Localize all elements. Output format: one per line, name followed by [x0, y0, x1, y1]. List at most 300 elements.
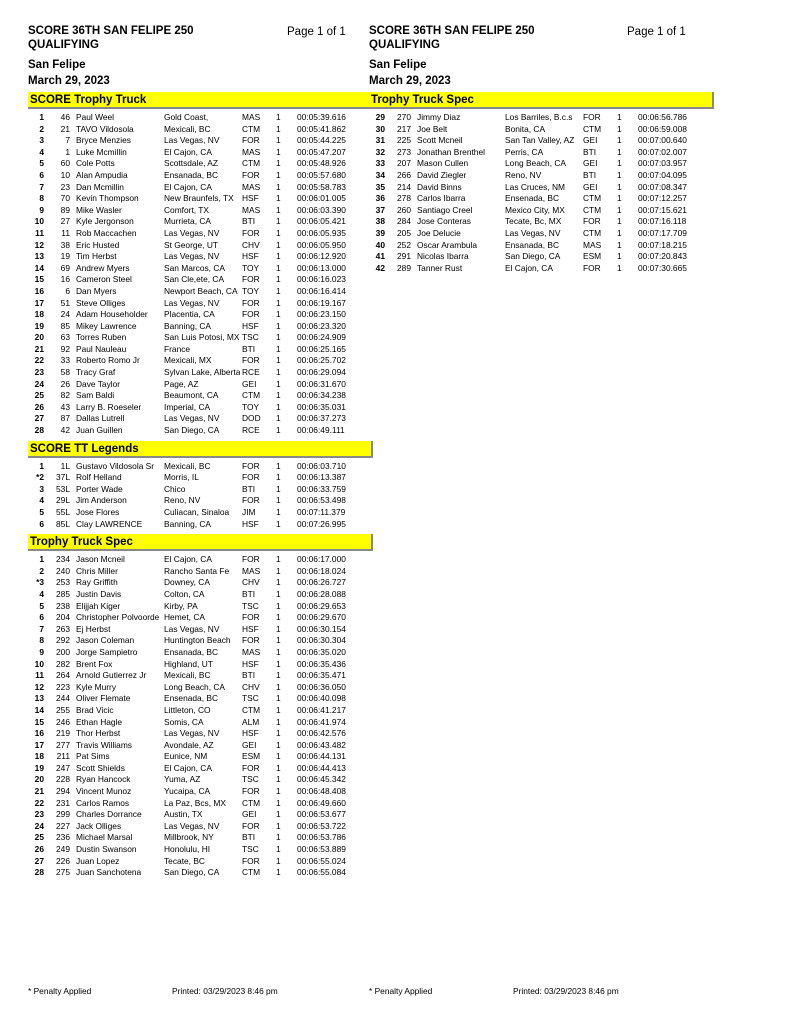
hometown: Yuma, AZ [164, 774, 201, 785]
hometown: Mexicali, BC [164, 670, 211, 681]
hometown: Las Vegas, NV [164, 820, 220, 831]
driver-name: Scott Mcneil [417, 135, 463, 146]
table-row [369, 124, 714, 136]
results-table [369, 112, 714, 274]
table-row [369, 193, 714, 205]
qualifying-time: 00:07:15.621 [638, 204, 687, 215]
table-row [28, 554, 373, 566]
driver-name: Scott Shields [76, 762, 125, 773]
class-code: TSC [242, 774, 259, 785]
driver-name: Juan Guillen [76, 425, 123, 436]
qualifying-time: 00:06:49.660 [297, 797, 346, 808]
table-row [369, 112, 714, 124]
qualifying-time: 00:06:24.909 [297, 332, 346, 343]
hometown: Rancho Santa Fe [164, 565, 230, 576]
driver-name: Dallas Lutrell [76, 413, 125, 424]
laps: 1 [276, 588, 281, 599]
hometown: Honolulu, HI [164, 844, 211, 855]
table-row [28, 647, 373, 659]
laps: 1 [276, 123, 281, 134]
car-number: 284 [397, 216, 411, 227]
qualifying-time: 00:06:05.421 [297, 216, 346, 227]
driver-name: Larry B. Roeseler [76, 401, 142, 412]
driver-name: Kyle Jergonson [76, 216, 134, 227]
qualifying-time: 00:06:13.387 [297, 472, 346, 483]
laps: 1 [276, 146, 281, 157]
hometown: San Luis Potosi, MX [164, 332, 240, 343]
driver-name: Santiago Creel [417, 204, 473, 215]
laps: 1 [276, 227, 281, 238]
class-code: FOR [583, 216, 601, 227]
hometown: Chico [164, 483, 186, 494]
class-code: CHV [242, 681, 260, 692]
qualifying-time: 00:06:28.088 [297, 588, 346, 599]
driver-name: Oliver Flemate [76, 693, 131, 704]
hometown: Yucaipa, CA [164, 786, 211, 797]
driver-name: Ray Griffith [76, 577, 118, 588]
driver-name: Nicolas Ibarra [417, 251, 469, 262]
table-row [28, 751, 373, 763]
results-section [28, 441, 373, 531]
hometown: Placentia, CA [164, 309, 215, 320]
car-number: 60 [60, 158, 70, 169]
car-number: 227 [56, 820, 70, 831]
class-code: CTM [242, 158, 261, 169]
class-code: BTI [583, 169, 597, 180]
class-code: BTI [242, 670, 256, 681]
car-number: 266 [397, 169, 411, 180]
car-number: 205 [397, 227, 411, 238]
left-column [28, 24, 373, 879]
hometown: San Diego, CA [164, 425, 220, 436]
driver-name: Jason Coleman [76, 635, 135, 646]
table-row [28, 135, 373, 147]
position: 19 [34, 320, 44, 331]
table-row [28, 390, 373, 402]
position: 6 [39, 169, 44, 180]
table-row [28, 867, 373, 879]
car-number: 273 [397, 146, 411, 157]
qualifying-time: 00:06:13.000 [297, 262, 346, 273]
car-number: 43 [60, 401, 70, 412]
qualifying-time: 00:07:04.095 [638, 169, 687, 180]
hometown: Highland, UT [164, 658, 213, 669]
laps: 1 [276, 309, 281, 320]
laps: 1 [276, 297, 281, 308]
printed-timestamp: Printed: 03/29/2023 8:46 pm [172, 986, 278, 996]
table-row [369, 147, 714, 159]
class-code: FOR [242, 762, 260, 773]
driver-name: Carlos Ibarra [417, 193, 466, 204]
position: 1 [39, 460, 44, 471]
page-number: Page 1 of 1 [287, 26, 346, 38]
laps: 1 [276, 867, 281, 878]
hometown: St George, UT [164, 239, 218, 250]
position: 23 [34, 367, 44, 378]
session-title: QUALIFYING [28, 39, 99, 51]
hometown: France [164, 343, 191, 354]
qualifying-time: 00:06:55.024 [297, 855, 346, 866]
table-row [28, 763, 373, 775]
position: 4 [39, 588, 44, 599]
car-number: 292 [56, 635, 70, 646]
driver-name: Dan Myers [76, 285, 117, 296]
qualifying-time: 00:07:02.007 [638, 146, 687, 157]
qualifying-time: 00:06:53.889 [297, 844, 346, 855]
driver-name: Brent Fox [76, 658, 113, 669]
table-row [28, 332, 373, 344]
qualifying-time: 00:06:53.722 [297, 820, 346, 831]
car-number: 46 [60, 112, 70, 122]
class-code: GEI [583, 158, 598, 169]
driver-name: Jimmy Diaz [417, 112, 461, 122]
position: 8 [39, 635, 44, 646]
qualifying-time: 00:06:35.436 [297, 658, 346, 669]
qualifying-time: 00:06:45.342 [297, 774, 346, 785]
driver-name: Chris Miller [76, 565, 118, 576]
class-code: TSC [242, 693, 259, 704]
hometown: San Diego, CA [164, 867, 220, 878]
position: 38 [375, 216, 385, 227]
class-code: HSF [242, 728, 259, 739]
qualifying-time: 00:06:05.950 [297, 239, 346, 250]
position: 5 [39, 158, 44, 169]
car-number: 253 [56, 577, 70, 588]
driver-name: Christopher Polvoorde [76, 612, 160, 623]
hometown: Ensanada, BC [505, 239, 560, 250]
hometown: Downey, CA [164, 577, 210, 588]
table-row [28, 717, 373, 729]
hometown: Las Vegas, NV [505, 227, 561, 238]
laps: 1 [617, 158, 622, 169]
class-code: CTM [583, 227, 602, 238]
position: 12 [34, 681, 44, 692]
car-number: 204 [56, 612, 70, 623]
position: 3 [39, 135, 44, 146]
laps: 1 [617, 216, 622, 227]
car-number: 264 [56, 670, 70, 681]
qualifying-time: 00:06:26.727 [297, 577, 346, 588]
position: 4 [39, 146, 44, 157]
driver-name: Jonathan Brenthel [417, 146, 485, 157]
position: 7 [39, 623, 44, 634]
laps: 1 [276, 832, 281, 843]
class-code: ESM [583, 251, 602, 262]
table-row [28, 601, 373, 613]
table-row [28, 705, 373, 717]
laps: 1 [276, 251, 281, 262]
laps: 1 [276, 762, 281, 773]
driver-name: Dan Mcmillin [76, 181, 124, 192]
position: 7 [39, 181, 44, 192]
position: 34 [375, 169, 385, 180]
laps: 1 [276, 646, 281, 657]
driver-name: Paul Nauleau [76, 343, 127, 354]
laps: 1 [276, 460, 281, 471]
hometown: New Braunfels, TX [164, 193, 234, 204]
position: 18 [34, 751, 44, 762]
car-number: 7 [65, 135, 70, 146]
driver-name: Porter Wade [76, 483, 123, 494]
laps: 1 [276, 216, 281, 227]
table-row [28, 566, 373, 578]
table-row [28, 832, 373, 844]
qualifying-time: 00:06:40.098 [297, 693, 346, 704]
position: 2 [39, 123, 44, 134]
driver-name: Adam Householder [76, 309, 148, 320]
class-code: FOR [242, 460, 260, 471]
hometown: Reno, NV [164, 495, 201, 506]
laps: 1 [617, 112, 622, 122]
position: 37 [375, 204, 385, 215]
car-number: 285 [56, 588, 70, 599]
table-row [369, 135, 714, 147]
qualifying-time: 00:06:25.702 [297, 355, 346, 366]
table-row [28, 124, 373, 136]
laps: 1 [276, 378, 281, 389]
hometown: El Cajon, CA [505, 262, 553, 273]
class-code: MAS [242, 646, 261, 657]
table-row [28, 495, 373, 507]
qualifying-time: 00:07:26.995 [297, 518, 346, 529]
laps: 1 [617, 227, 622, 238]
qualifying-time: 00:07:16.118 [638, 216, 687, 227]
laps: 1 [276, 262, 281, 273]
qualifying-time: 00:07:12.257 [638, 193, 687, 204]
class-code: FOR [242, 355, 260, 366]
qualifying-time: 00:06:31.670 [297, 378, 346, 389]
driver-name: Ryan Hancock [76, 774, 131, 785]
hometown: Reno, NV [505, 169, 542, 180]
laps: 1 [617, 169, 622, 180]
hometown: Kirby, PA [164, 600, 198, 611]
hometown: Ensenada, BC [505, 193, 560, 204]
qualifying-time: 00:05:39.616 [297, 112, 346, 122]
laps: 1 [276, 612, 281, 623]
qualifying-time: 00:06:43.482 [297, 739, 346, 750]
car-number: 260 [397, 204, 411, 215]
class-code: ALM [242, 716, 260, 727]
position: 12 [34, 239, 44, 250]
laps: 1 [276, 472, 281, 483]
hometown: Ensanada, BC [164, 646, 219, 657]
table-row [28, 682, 373, 694]
qualifying-time: 00:07:17.709 [638, 227, 687, 238]
qualifying-time: 00:05:44.225 [297, 135, 346, 146]
car-number: 278 [397, 193, 411, 204]
class-code: HSF [242, 518, 259, 529]
position: 15 [34, 274, 44, 285]
right-column [369, 24, 714, 274]
position: 10 [34, 216, 44, 227]
table-row [28, 693, 373, 705]
car-number: 289 [397, 262, 411, 273]
position: 16 [34, 728, 44, 739]
car-number: 231 [56, 797, 70, 808]
table-row [28, 251, 373, 263]
car-number: 270 [397, 112, 411, 122]
table-row [28, 112, 373, 124]
class-code: BTI [242, 483, 256, 494]
class-code: MAS [583, 239, 602, 250]
position: 14 [34, 262, 44, 273]
qualifying-time: 00:07:30.665 [638, 262, 687, 273]
driver-name: Rolf Helland [76, 472, 122, 483]
table-row [28, 484, 373, 496]
laps: 1 [276, 343, 281, 354]
table-row [28, 774, 373, 786]
laps: 1 [276, 716, 281, 727]
hometown: Mexicali, BC [164, 123, 211, 134]
driver-name: Arnold Gutierrez Jr [76, 670, 147, 681]
table-row [369, 240, 714, 252]
car-number: 291 [397, 251, 411, 262]
qualifying-time: 00:06:53.786 [297, 832, 346, 843]
qualifying-time: 00:06:35.031 [297, 401, 346, 412]
table-row [28, 798, 373, 810]
table-row [28, 612, 373, 624]
qualifying-time: 00:06:01.005 [297, 193, 346, 204]
car-number: 214 [397, 181, 411, 192]
laps: 1 [276, 332, 281, 343]
penalty-note: * Penalty Applied [28, 986, 92, 996]
position: 39 [375, 227, 385, 238]
hometown: San Diego, CA [505, 251, 561, 262]
hometown: Beaumont, CA [164, 390, 219, 401]
right-results [369, 92, 714, 274]
qualifying-time: 00:06:33.759 [297, 483, 346, 494]
car-number: 23 [60, 181, 70, 192]
class-code: CTM [583, 123, 602, 134]
position: 19 [34, 762, 44, 773]
driver-name: Dustin Swanson [76, 844, 137, 855]
hometown: Scottsdale, AZ [164, 158, 218, 169]
driver-name: Torres Ruben [76, 332, 127, 343]
position: 2 [39, 565, 44, 576]
position: 14 [34, 704, 44, 715]
car-number: 217 [397, 123, 411, 134]
results-table [28, 112, 373, 437]
qualifying-time: 00:07:11.379 [297, 507, 346, 517]
table-row [28, 821, 373, 833]
section-header: Trophy Truck Spec [369, 92, 714, 109]
class-code: MAS [242, 146, 261, 157]
class-code: FOR [242, 612, 260, 623]
position: 13 [34, 251, 44, 262]
hometown: Tecate, Bc, MX [505, 216, 562, 227]
qualifying-time: 00:06:18.024 [297, 565, 346, 576]
hometown: Las Vegas, NV [164, 297, 220, 308]
position: 23 [34, 809, 44, 820]
hometown: Murrieta, CA [164, 216, 212, 227]
laps: 1 [276, 483, 281, 494]
position: 5 [39, 600, 44, 611]
results-table [28, 461, 373, 531]
laps: 1 [276, 112, 281, 122]
laps: 1 [276, 820, 281, 831]
class-code: FOR [583, 262, 601, 273]
position: 20 [34, 332, 44, 343]
driver-name: Tanner Rust [417, 262, 463, 273]
table-row [28, 182, 373, 194]
class-code: TSC [242, 332, 259, 343]
driver-name: Eric Husted [76, 239, 120, 250]
class-code: HSF [242, 320, 259, 331]
table-row [369, 228, 714, 240]
car-number: 275 [56, 867, 70, 878]
table-row [28, 355, 373, 367]
driver-name: Jason Mcneil [76, 554, 125, 565]
laps: 1 [276, 135, 281, 146]
car-number: 21 [60, 123, 70, 134]
class-code: BTI [583, 146, 597, 157]
table-row [28, 344, 373, 356]
position: 6 [39, 518, 44, 529]
hometown: Las Vegas, NV [164, 623, 220, 634]
driver-name: Kevin Thompson [76, 193, 139, 204]
laps: 1 [276, 401, 281, 412]
table-row [28, 659, 373, 671]
table-row [369, 158, 714, 170]
table-row [369, 182, 714, 194]
hometown: Long Beach, CA [164, 681, 225, 692]
laps: 1 [276, 635, 281, 646]
table-row [369, 263, 714, 275]
driver-name: Oscar Arambula [417, 239, 478, 250]
class-code: FOR [242, 227, 260, 238]
car-number: 263 [56, 623, 70, 634]
table-row [28, 263, 373, 275]
driver-name: Kyle Murry [76, 681, 117, 692]
qualifying-time: 00:07:20.843 [638, 251, 687, 262]
table-row [28, 170, 373, 182]
hometown: Mexicali, BC [164, 460, 211, 471]
laps: 1 [276, 797, 281, 808]
class-code: RCE [242, 425, 260, 436]
driver-name: Vincent Munoz [76, 786, 132, 797]
class-code: GEI [242, 739, 257, 750]
qualifying-time: 00:06:35.020 [297, 646, 346, 657]
position: 27 [34, 855, 44, 866]
car-number: 228 [56, 774, 70, 785]
event-location: San Felipe [28, 59, 86, 71]
position: 4 [39, 495, 44, 506]
car-number: 244 [56, 693, 70, 704]
results-table [28, 554, 373, 879]
car-number: 211 [56, 751, 70, 762]
driver-name: Dave Taylor [76, 378, 121, 389]
hometown: Sylvan Lake, Alberta [164, 367, 240, 378]
laps: 1 [276, 751, 281, 762]
hometown: Culiacan, Sinaloa [164, 507, 230, 517]
car-number: 255 [56, 704, 70, 715]
class-code: DOD [242, 413, 261, 424]
position: 11 [35, 227, 44, 238]
table-row [28, 809, 373, 821]
driver-name: Bryce Menzies [76, 135, 131, 146]
table-row [369, 170, 714, 182]
hometown: Ensenada, BC [164, 693, 219, 704]
car-number: 33 [60, 355, 70, 366]
driver-name: Carlos Ramos [76, 797, 130, 808]
qualifying-time: 00:05:47.207 [297, 146, 346, 157]
qualifying-time: 00:06:25.165 [297, 343, 346, 354]
laps: 1 [276, 670, 281, 681]
table-row [28, 519, 373, 531]
qualifying-time: 00:06:29.670 [297, 612, 346, 623]
driver-name: Gustavo Vildosola Sr [76, 460, 155, 471]
driver-name: Clay LAWRENCE [76, 518, 143, 529]
